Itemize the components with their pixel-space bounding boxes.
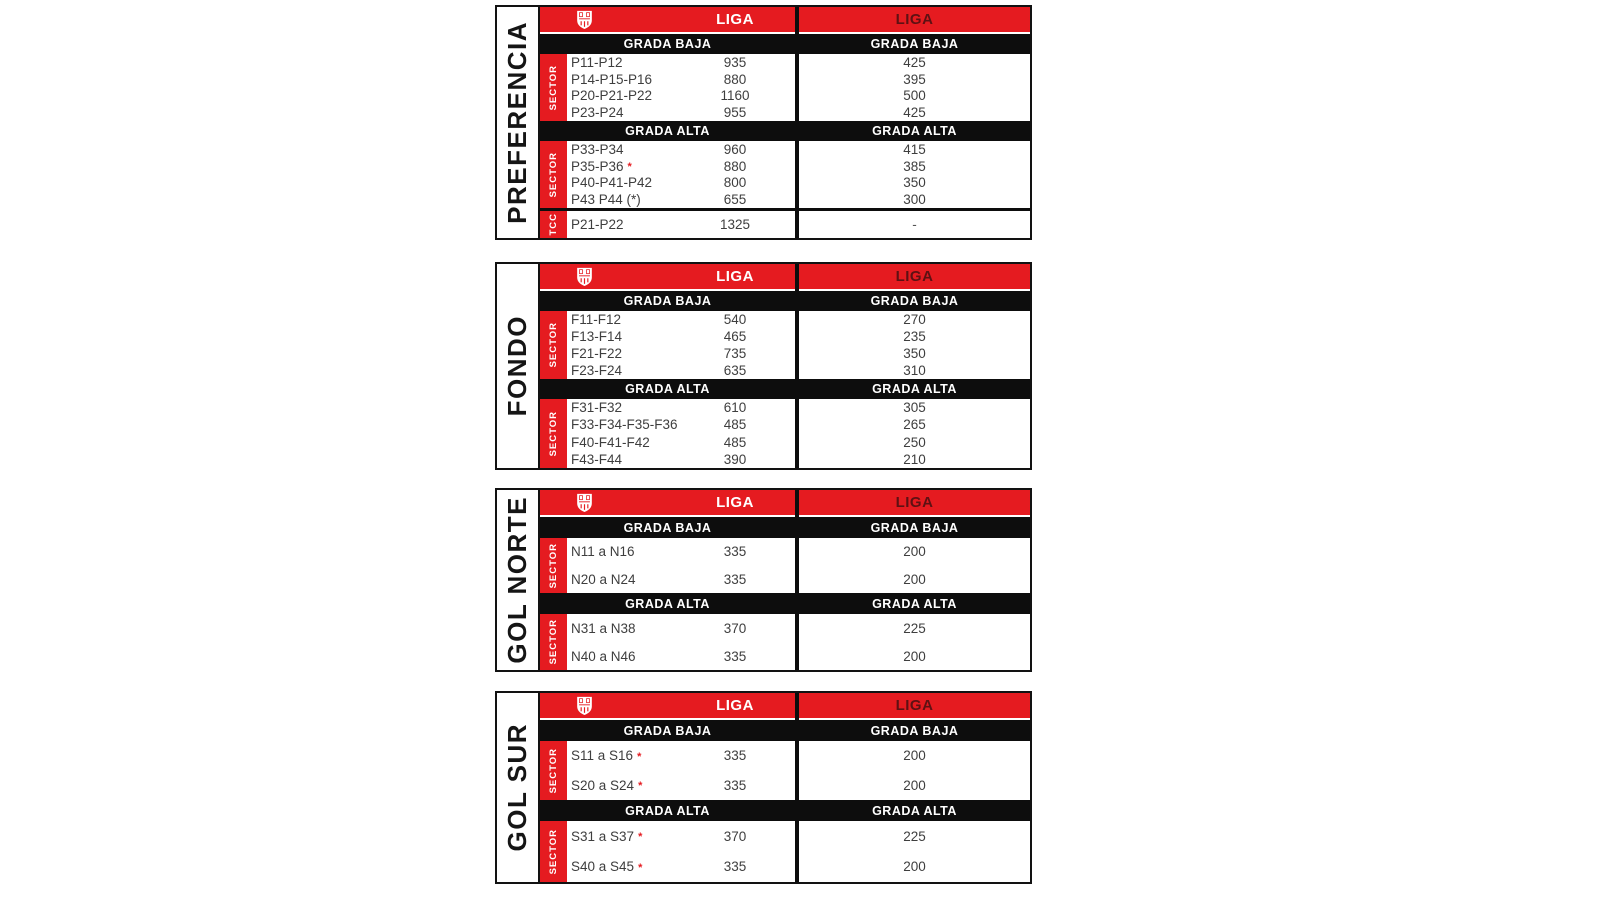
table-row — [540, 175, 1030, 192]
price-liga-left: 1325 — [719, 217, 751, 232]
tcc-row — [540, 211, 1030, 238]
sector-group — [540, 54, 1030, 121]
sector-rows — [540, 821, 1030, 882]
price-liga-right: 500 — [903, 88, 926, 104]
section-title-column — [497, 490, 540, 670]
sector-name: F31-F32 — [571, 400, 623, 416]
price-liga-left: 735 — [723, 346, 747, 361]
price-liga-left: 485 — [723, 417, 747, 433]
sector-group — [540, 538, 1030, 593]
price-liga-left: 955 — [723, 105, 747, 121]
table-row — [540, 158, 1030, 175]
sector-name: S11 a S16 — [571, 748, 634, 764]
price-liga-right: 300 — [903, 192, 926, 208]
price-liga-right: 225 — [903, 828, 926, 844]
price-liga-right: 425 — [903, 54, 926, 70]
price-liga-right: 385 — [903, 158, 926, 174]
sector-name: P33-P34 — [571, 141, 624, 157]
grada-band-row — [540, 291, 1030, 311]
header-right-cell — [799, 490, 1030, 515]
sector-name: N40 a N46 — [571, 648, 636, 664]
grada-band-row — [540, 121, 1030, 141]
sector-label-cell — [540, 141, 567, 208]
price-liga-left: 610 — [723, 400, 747, 416]
table-row — [540, 399, 1030, 416]
sector-name: F23-F24 — [571, 363, 623, 378]
price-liga-left: 655 — [723, 192, 747, 208]
asterisk-mark: * — [637, 750, 642, 763]
price-liga-left: 635 — [723, 363, 747, 378]
sector-label-cell — [540, 399, 567, 468]
grada-band-row — [540, 593, 1030, 614]
column-header-liga-left: LIGA — [716, 494, 754, 511]
sector-label-cell — [540, 54, 567, 121]
price-liga-left: 1160 — [720, 88, 750, 104]
price-liga-left: 370 — [723, 828, 747, 844]
sector-label-cell — [540, 538, 567, 593]
table-row — [540, 434, 1030, 451]
asterisk-mark: * — [638, 861, 643, 874]
sector-label-cell — [540, 741, 567, 800]
price-liga-right: 250 — [903, 434, 926, 450]
sector-label: SECTOR — [548, 542, 559, 589]
grada-band-label-right: GRADA BAJA — [870, 294, 959, 308]
sector-name: F21-F22 — [571, 346, 623, 361]
section-title: FONDO — [502, 315, 532, 417]
price-liga-right: 200 — [903, 777, 926, 793]
sector-name: S31 a S37 — [571, 828, 635, 844]
table-row — [540, 311, 1030, 328]
price-liga-left: 370 — [723, 620, 747, 636]
grada-band-label-right: GRADA ALTA — [872, 803, 957, 818]
price-liga-left: 960 — [723, 141, 747, 157]
header-left-cell — [540, 264, 795, 289]
column-header-liga-right: LIGA — [895, 494, 934, 511]
price-liga-right: 415 — [903, 141, 926, 157]
price-liga-right: 350 — [903, 346, 926, 361]
sector-name: N11 a N16 — [571, 544, 635, 560]
sector-name: P11-P12 — [571, 54, 623, 70]
sector-name: P43 P44 (*) — [571, 192, 641, 208]
sector-rows — [540, 538, 1030, 593]
grada-band-label-right: GRADA ALTA — [872, 382, 957, 396]
sector-group — [540, 311, 1030, 379]
sector-group — [540, 614, 1030, 670]
header-left-cell — [540, 7, 795, 32]
price-liga-right: 265 — [903, 417, 926, 433]
tcc-label: TCC — [548, 213, 559, 236]
section-title-column — [497, 264, 540, 468]
table-row — [540, 362, 1030, 379]
table-row — [540, 328, 1030, 345]
price-liga-right: 395 — [903, 71, 926, 87]
price-table-gol-norte — [495, 488, 1032, 672]
grada-band-row — [540, 720, 1030, 741]
sector-name: S20 a S24 — [571, 777, 635, 793]
sector-rows — [540, 399, 1030, 468]
sector-label: SECTOR — [548, 828, 559, 875]
sector-name: F43-F44 — [571, 451, 623, 467]
section-title-column — [497, 693, 540, 882]
price-liga-left: 465 — [723, 329, 747, 344]
table-content — [540, 693, 1030, 882]
price-table-fondo — [495, 262, 1032, 470]
grada-band-label-left: GRADA BAJA — [623, 294, 712, 308]
header-left-cell — [540, 490, 795, 515]
header-right-cell — [799, 7, 1030, 32]
grada-band-label-left: GRADA ALTA — [625, 124, 710, 138]
asterisk-mark: * — [627, 161, 632, 174]
sector-label: SECTOR — [548, 747, 559, 794]
sector-name: F40-F41-F42 — [571, 434, 650, 450]
sector-name: P20-P21-P22 — [571, 88, 653, 104]
column-header-liga-right: LIGA — [895, 697, 934, 714]
grada-band-label-right: GRADA BAJA — [870, 37, 959, 51]
price-liga-right: 200 — [903, 544, 926, 560]
price-liga-left: 335 — [723, 544, 747, 560]
price-liga-right: 200 — [903, 859, 926, 875]
sector-label: SECTOR — [548, 410, 559, 457]
sector-name: F13-F14 — [571, 329, 623, 344]
price-table-gol-sur — [495, 691, 1032, 884]
sector-rows — [540, 141, 1030, 208]
column-header-liga-right: LIGA — [895, 268, 934, 285]
header-left-cell — [540, 693, 795, 718]
sector-label: SECTOR — [548, 619, 559, 665]
table-header-row — [540, 490, 1030, 515]
price-table-preferencia — [495, 5, 1032, 240]
sector-group — [540, 399, 1030, 468]
section-title: PREFERENCIA — [502, 21, 532, 224]
table-content — [540, 490, 1030, 670]
table-header-row — [540, 264, 1030, 289]
column-header-liga-left: LIGA — [716, 268, 754, 285]
grada-band-label-left: GRADA BAJA — [623, 520, 712, 535]
column-header-liga-left: LIGA — [716, 11, 754, 28]
sevilla-crest-icon — [576, 493, 593, 513]
asterisk-mark: * — [638, 780, 643, 793]
table-row — [540, 821, 1030, 852]
sector-name: F11-F12 — [571, 312, 622, 327]
column-header-liga-right: LIGA — [895, 11, 934, 28]
sector-label: SECTOR — [548, 151, 559, 198]
table-row — [540, 54, 1030, 71]
grada-band-row — [540, 379, 1030, 399]
table-row — [540, 191, 1030, 208]
table-row — [540, 538, 1030, 566]
sector-label: SECTOR — [548, 322, 559, 368]
price-liga-right: 225 — [903, 620, 926, 636]
grada-band-label-left: GRADA BAJA — [623, 37, 712, 51]
table-row — [540, 614, 1030, 642]
header-right-cell — [799, 264, 1030, 289]
table-row — [540, 71, 1030, 88]
table-content — [540, 264, 1030, 468]
table-row — [540, 642, 1030, 670]
sector-name: P40-P41-P42 — [571, 175, 653, 191]
table-header-row — [540, 693, 1030, 718]
price-liga-left: 335 — [723, 748, 747, 764]
price-liga-left: 485 — [723, 434, 747, 450]
table-content — [540, 7, 1030, 238]
price-liga-right: 350 — [903, 175, 926, 191]
price-liga-left: 335 — [723, 571, 747, 587]
price-liga-left: 335 — [723, 648, 747, 664]
price-liga-right: 305 — [903, 400, 926, 416]
price-liga-left: 880 — [723, 71, 747, 87]
sector-name: S40 a S45 — [571, 859, 635, 875]
sector-rows — [540, 741, 1030, 800]
grada-band-label-right: GRADA ALTA — [872, 596, 957, 611]
sevilla-crest-icon — [576, 267, 593, 287]
grada-band-label-left: GRADA ALTA — [625, 803, 710, 818]
table-row — [540, 451, 1030, 468]
grada-band-label-left: GRADA ALTA — [625, 596, 710, 611]
grada-band-label-right: GRADA BAJA — [870, 723, 959, 738]
table-row — [540, 345, 1030, 362]
price-liga-right: 235 — [903, 329, 926, 344]
table-row — [540, 741, 1030, 771]
price-liga-right: 310 — [903, 363, 926, 378]
price-liga-right: 270 — [903, 312, 926, 327]
sector-label: SECTOR — [548, 64, 559, 111]
price-liga-left: 335 — [723, 859, 747, 875]
table-row — [540, 141, 1030, 158]
price-liga-right: 210 — [903, 451, 926, 467]
sector-name: P21-P22 — [571, 217, 624, 232]
table-row — [540, 88, 1030, 105]
section-title-column — [497, 7, 540, 238]
sevilla-crest-icon — [576, 10, 593, 30]
tcc-label-cell — [540, 211, 567, 238]
price-liga-left: 540 — [723, 312, 747, 327]
sector-name: N20 a N24 — [571, 571, 636, 587]
table-row — [540, 416, 1030, 433]
grada-band-label-right: GRADA ALTA — [872, 124, 957, 138]
sector-group — [540, 141, 1030, 208]
grada-band-label-left: GRADA BAJA — [623, 723, 712, 738]
grada-band-label-right: GRADA BAJA — [870, 520, 959, 535]
section-title: GOL NORTE — [502, 496, 532, 664]
sector-name: P14-P15-P16 — [571, 71, 653, 87]
sector-name: N31 a N38 — [571, 620, 636, 636]
table-row — [540, 566, 1030, 594]
sector-label-cell — [540, 614, 567, 670]
grada-band-label-left: GRADA ALTA — [625, 382, 710, 396]
sector-rows — [540, 54, 1030, 121]
price-liga-right: 200 — [903, 748, 926, 764]
table-row — [540, 771, 1030, 801]
price-liga-left: 935 — [723, 54, 747, 70]
grada-band-row — [540, 517, 1030, 538]
grada-band-row — [540, 800, 1030, 821]
sector-group — [540, 821, 1030, 882]
grada-band-row — [540, 34, 1030, 54]
sector-name: F33-F34-F35-F36 — [571, 417, 678, 433]
price-liga-left: 335 — [723, 777, 747, 793]
price-liga-right: 200 — [903, 571, 926, 587]
price-liga-left: 390 — [723, 451, 747, 467]
sector-rows — [540, 311, 1030, 379]
sevilla-crest-icon — [576, 696, 593, 716]
header-right-cell — [799, 693, 1030, 718]
column-header-liga-left: LIGA — [716, 697, 754, 714]
price-liga-right: - — [912, 217, 917, 232]
price-liga-right: 425 — [903, 105, 926, 121]
price-liga-right: 200 — [903, 648, 926, 664]
table-row — [540, 852, 1030, 883]
sector-group — [540, 741, 1030, 800]
sector-label-cell — [540, 311, 567, 379]
price-liga-left: 880 — [723, 158, 747, 174]
sector-label-cell — [540, 821, 567, 882]
asterisk-mark: * — [638, 831, 643, 844]
sector-name: P35-P36 — [571, 158, 624, 174]
sector-name: P23-P24 — [571, 105, 624, 121]
table-row — [540, 104, 1030, 121]
sector-rows — [540, 614, 1030, 670]
table-header-row — [540, 7, 1030, 32]
section-title: GOL SUR — [502, 723, 532, 852]
price-liga-left: 800 — [723, 175, 747, 191]
